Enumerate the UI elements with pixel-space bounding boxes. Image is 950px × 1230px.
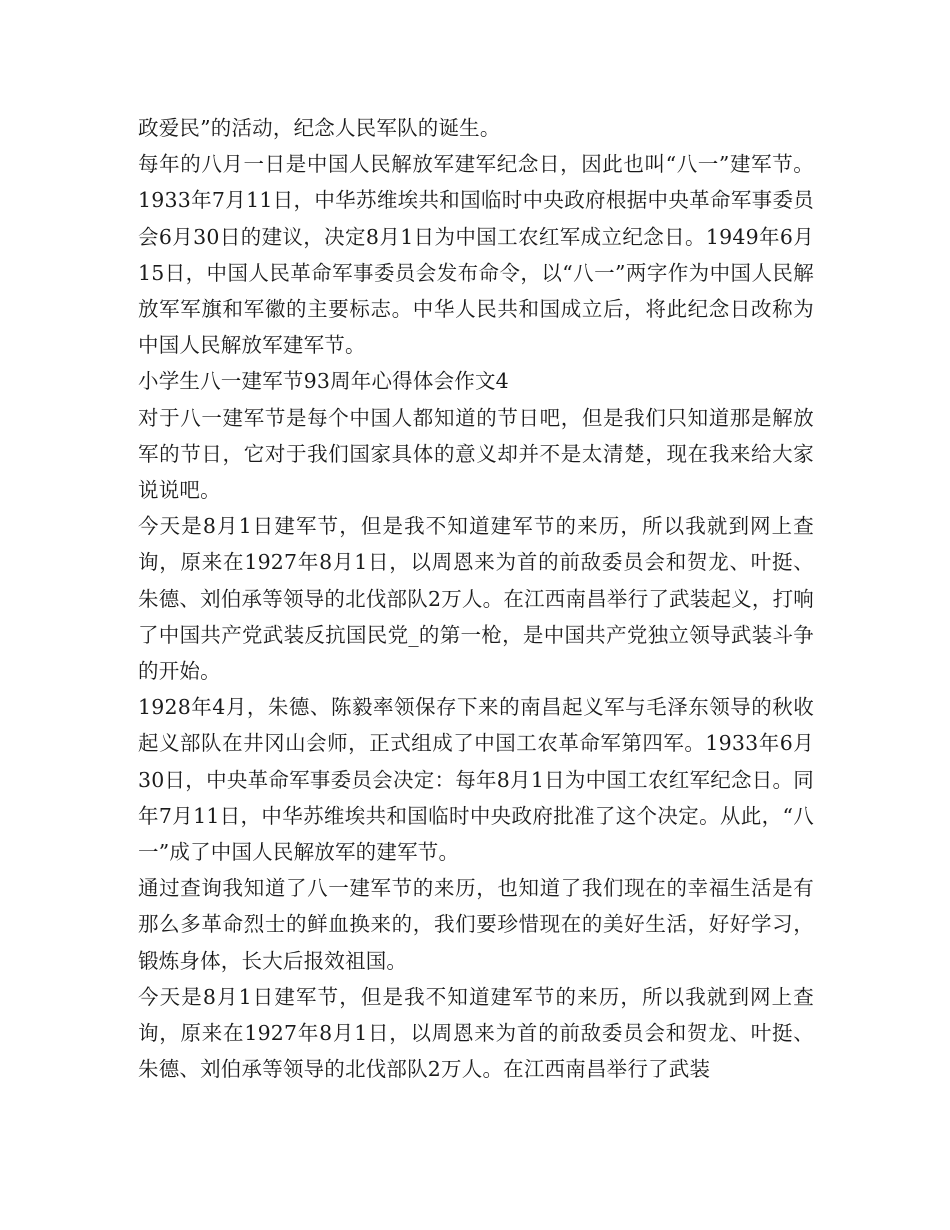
- paragraph-continuation: 政爱民”的活动，纪念人民军队的诞生。: [138, 116, 501, 140]
- paragraph-jinggangshan: 1928年4月，朱德、陈毅率领保存下来的南昌起义军与毛泽东领导的秋收起义部队在井冈山会师，正式组成了中国工农革命军第四军。1933年6月30日，中央革命军事委员会决定：每年8月1日为中国工农红军纪念日。同年7月11日，中华苏维埃共和国临时中央政府批准了这个决定。从此，“八一”成了中国人民解放军的建军节。: [138, 695, 814, 865]
- paragraph-nanchang-uprising: 今天是8月1日建军节，但是我不知道建军节的来历，所以我就到网上查询，原来在1927年8月1日，以周恩来为首的前敌委员会和贺龙、叶挺、朱德、刘伯承等领导的北伐部队2万人。在江西南昌举行了武装起义，打响了中国共产党武装反抗国民党_的第一枪，是中国共产党独立领导武装斗争的开始。: [138, 514, 814, 684]
- paragraph-reflection: 通过查询我知道了八一建军节的来历，也知道了我们现在的幸福生活是有那么多革命烈士的鲜血换来的，我们要珍惜现在的美好生活，好好学习，锻炼身体，长大后报效祖国。: [138, 876, 814, 973]
- document-body: [138, 110, 814, 1087]
- paragraph-intro: 对于八一建军节是每个中国人都知道的节日吧，但是我们只知道那是解放军的节日，它对于我们国家具体的意义却并不是太清楚，现在我来给大家说说吧。: [138, 405, 814, 503]
- paragraph-army-day-origin: 每年的八月一日是中国人民解放军建军纪念日，因此也叫“八一”建军节。1933年7月11日，中华苏维埃共和国临时中央政府根据中央革命军事委员会6月30日的建议，决定8月1日为中国工农红军成立纪念日。1949年6月15日，中国人民革命军事委员会发布命令，以“八一”两字作为中国人民解放军军旗和军徽的主要标志。中华人民共和国成立后，将此纪念日改称为中国人民解放军建军节。: [138, 152, 814, 358]
- essay-heading: 小学生八一建军节93周年心得体会作文4: [138, 369, 509, 394]
- paragraph-repeat: 今天是8月1日建军节，但是我不知道建军节的来历，所以我就到网上查询，原来在1927年8月1日，以周恩来为首的前敌委员会和贺龙、叶挺、朱德、刘伯承等领导的北伐部队2万人。在江西南昌举行了武装: [138, 984, 814, 1082]
